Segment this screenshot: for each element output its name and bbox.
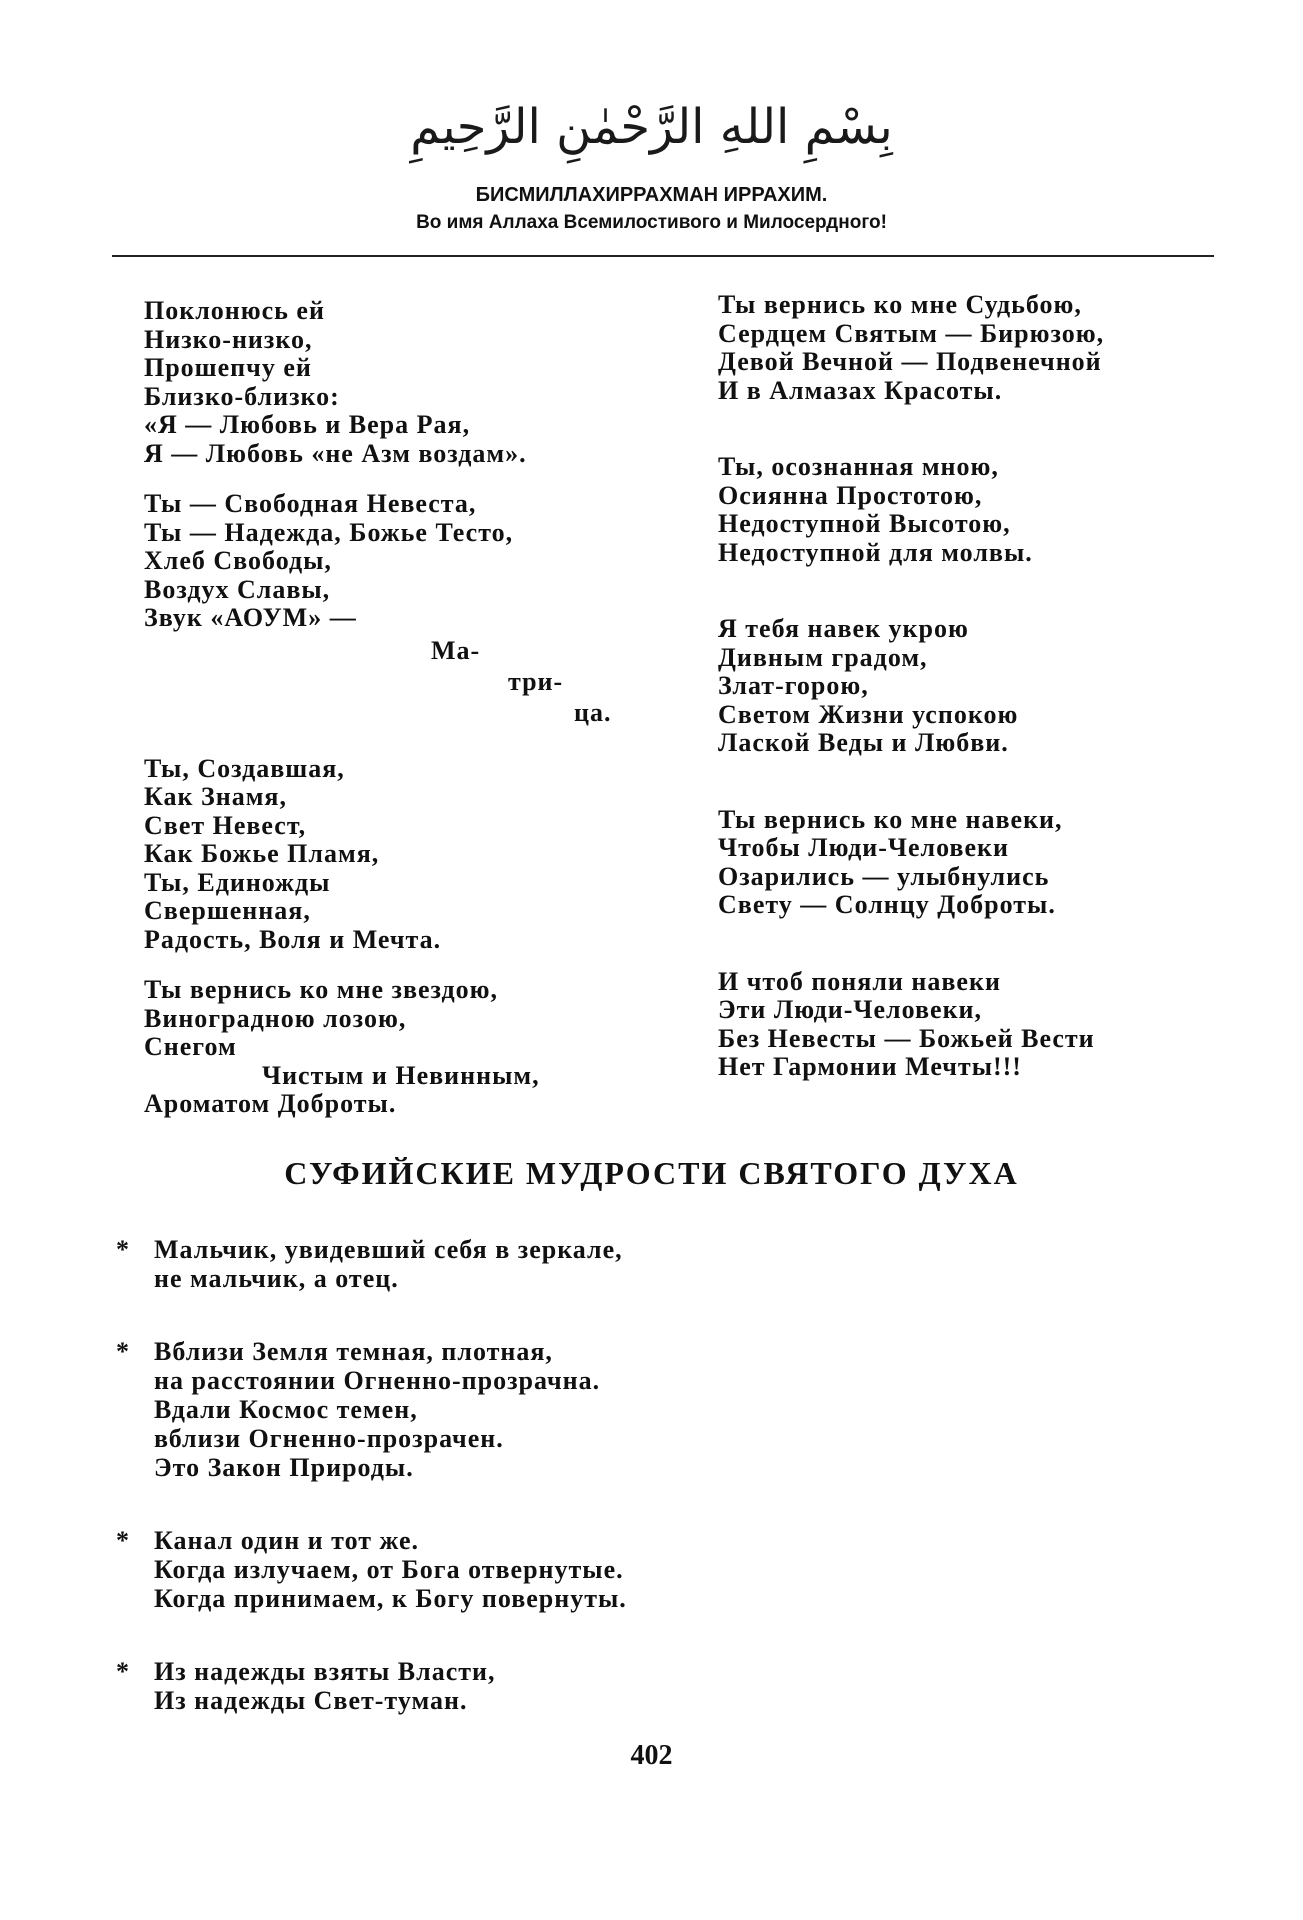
stanza xyxy=(718,291,1104,405)
matrix-syllable: ца. xyxy=(574,697,612,727)
poem-line: Как Знамя, xyxy=(144,782,287,811)
poem-line: «Я — Любовь и Вера Рая, xyxy=(144,410,471,439)
poem-line: Нет Гармонии Мечты!!! xyxy=(718,1052,1022,1081)
saying-line: не мальчик, а отец. xyxy=(154,1264,399,1293)
saying-item xyxy=(116,1657,627,1715)
poem-line: Звук «АОУМ» — xyxy=(144,603,357,632)
stanza xyxy=(718,806,1104,920)
poem-left-column xyxy=(144,296,612,1141)
stanza xyxy=(718,968,1104,1082)
bullet-asterisk: * xyxy=(116,1235,130,1264)
poem-line: Я — Любовь «не Азм воздам». xyxy=(144,438,527,468)
basmala-calligraphy: بِسْمِ اللهِ الرَّحْمٰنِ الرَّحِيمِ xyxy=(410,99,893,155)
stanza xyxy=(144,297,540,468)
poem-line: Поклонюсь ей xyxy=(144,296,325,325)
saying-line: Когда излучаем, от Бога отвернутые. xyxy=(154,1555,624,1584)
poem-line: Ты, Создавшая, xyxy=(144,753,345,783)
saying-item xyxy=(116,1235,627,1293)
poem-line: Воздух Славы, xyxy=(144,574,331,604)
stanza xyxy=(144,755,540,955)
poem-line: Свету — Солнцу Доброты. xyxy=(718,890,1056,919)
poem-line: Девой Вечной — Подвенечной xyxy=(718,347,1102,376)
poem-line: Снегом xyxy=(144,1032,237,1061)
poem-line: Чистым и Невинным, xyxy=(262,1060,540,1090)
poem-line: Низко-низко, xyxy=(144,324,313,354)
poem-line: Чтобы Люди-Человеки xyxy=(718,833,1009,862)
section-title: СУФИЙСКИЕ МУДРОСТИ СВЯТОГО ДУХА xyxy=(284,1155,1019,1191)
poem-line: Я тебя навек укрою xyxy=(718,614,969,643)
poem-line: Ты вернись ко мне звездою, xyxy=(144,975,499,1004)
poem-line: И чтоб поняли навеки xyxy=(718,966,1001,996)
poem-line: Свершенная, xyxy=(144,896,311,925)
poem-line: Злат-горою, xyxy=(718,671,869,700)
stanza xyxy=(718,453,1104,567)
header-translation: Во имя Аллаха Всемилостивого и Милосердного! xyxy=(416,212,887,233)
stanza xyxy=(144,976,540,1119)
bullet-asterisk: * xyxy=(116,1337,130,1366)
saying-line: Мальчик, увидевший себя в зеркале, xyxy=(154,1235,623,1264)
poem-line: Ты вернись ко мне Судьбою, xyxy=(718,290,1082,319)
poem-line: Дивным градом, xyxy=(718,642,928,672)
poem-line: Ты, осознанная мною, xyxy=(718,452,999,481)
poem-line: Ты — Свободная Невеста, xyxy=(144,489,477,518)
poem-line: Эти Люди-Человеки, xyxy=(718,995,983,1024)
matrix-cascade xyxy=(144,635,612,733)
poem-line: Как Божье Пламя, xyxy=(144,839,380,868)
saying-line: Когда принимаем, к Богу повернуты. xyxy=(154,1584,627,1613)
poem-line: Лаской Веды и Любви. xyxy=(718,728,1009,757)
poem-line: Ароматом Доброты. xyxy=(144,1089,397,1118)
poem-line: Недоступной Высотою, xyxy=(718,509,1011,538)
saying-line: на расстоянии Огненно-прозрачна. xyxy=(154,1366,601,1395)
header-divider xyxy=(112,255,1214,257)
poem-line: Светом Жизни успокою xyxy=(718,699,1019,729)
header-transliteration: БИСМИЛЛАХИРРАХМАН ИРРАХИМ. xyxy=(475,184,828,206)
poem-line: И в Алмазах Красоты. xyxy=(718,375,1003,405)
poem-line: Свет Невест, xyxy=(144,810,307,840)
saying-line: Из надежды Свет-туман. xyxy=(154,1686,468,1715)
saying-line: вблизи Огненно-прозрачен. xyxy=(154,1424,504,1453)
poem-line: Хлеб Свободы, xyxy=(144,546,332,575)
matrix-syllable: Ма- xyxy=(431,635,481,665)
poem-line: Сердцем Святым — Бирюзою, xyxy=(718,318,1105,348)
stanza xyxy=(718,615,1104,758)
saying-line: Канал один и тот же. xyxy=(154,1526,420,1555)
poem-line: Озарились — улыбнулись xyxy=(718,861,1050,891)
poem-line: Ты, Единожды xyxy=(144,867,331,897)
stanza xyxy=(144,490,540,633)
poem-line: Ты вернись ко мне навеки, xyxy=(718,804,1063,834)
poem-line: Радость, Воля и Мечта. xyxy=(144,924,442,954)
poem-line: Осиянна Простотою, xyxy=(718,480,983,510)
saying-line: Вблизи Земля темная, плотная, xyxy=(154,1337,553,1366)
poem-right-column xyxy=(718,291,1104,1130)
saying-item xyxy=(116,1337,627,1482)
saying-line: Вдали Космос темен, xyxy=(154,1395,418,1424)
poem-line: Ты — Надежда, Божье Тесто, xyxy=(144,517,514,547)
poem-line: Без Невесты — Божьей Вести xyxy=(718,1023,1095,1053)
saying-line: Это Закон Природы. xyxy=(154,1453,414,1482)
saying-item xyxy=(116,1526,627,1613)
bullet-asterisk: * xyxy=(116,1657,130,1686)
matrix-syllable: три- xyxy=(508,666,564,696)
poem-line: Виноградною лозою, xyxy=(144,1003,407,1033)
poem-line: Прошепчу ей xyxy=(144,353,312,382)
saying-line: Из надежды взяты Власти, xyxy=(154,1657,496,1686)
poem-line: Недоступной для молвы. xyxy=(718,537,1033,567)
bullet-asterisk: * xyxy=(116,1526,130,1555)
poem-line: Близко-близко: xyxy=(144,381,340,411)
sayings-list xyxy=(116,1235,627,1759)
page-number: 402 xyxy=(630,1740,673,1771)
